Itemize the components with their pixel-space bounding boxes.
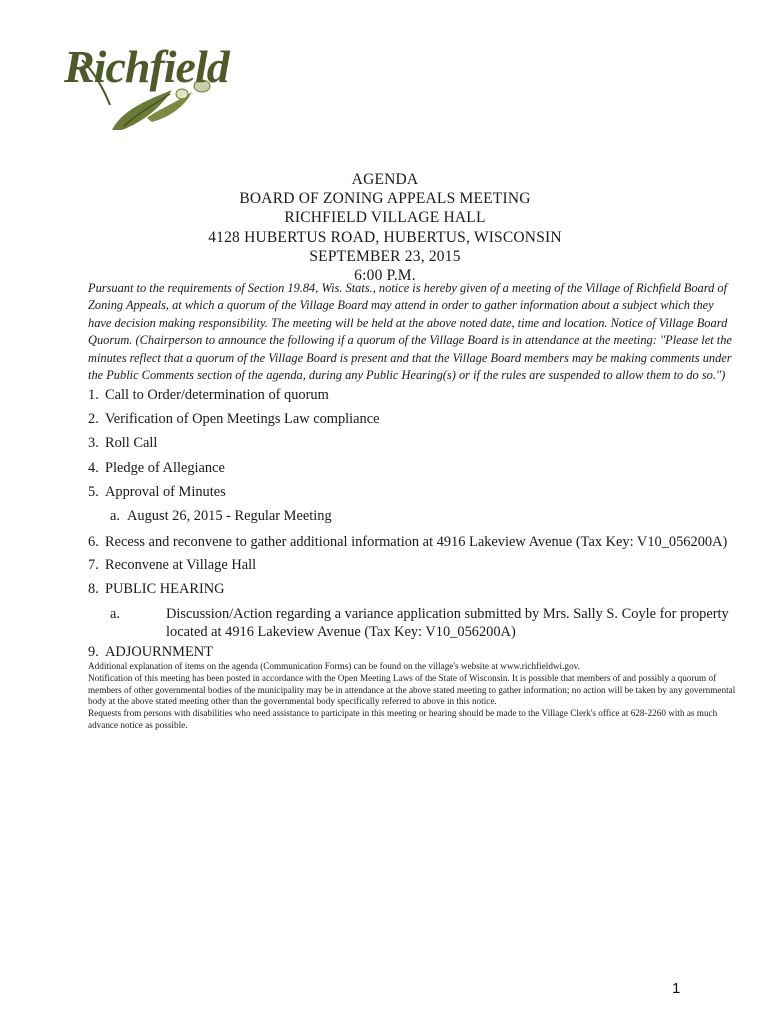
footer-note: Additional explanation of items on the agenda (Communication Forms) can be found on the village's website at www.richfieldwi.gov. xyxy=(88,661,580,671)
agenda-heading xyxy=(0,170,770,285)
agenda-item: Approval of Minutes xyxy=(105,484,226,500)
item-number: 9. xyxy=(88,644,99,660)
footer-note: Notification of this meeting has been posted in accordance with the Open Meeting Laws of the State of Wisconsin. It is possible that members of and possibly a quorum of members of other governmental bodies of the municipality may be in attendance at the above stated meeting to gather information; no action will be taken by any governmental body at the above stated meeting other than the governmental body specifically referred to above in this notice. xyxy=(88,672,736,707)
item-number: 7. xyxy=(88,557,99,573)
heading-line: BOARD OF ZONING APPEALS MEETING xyxy=(239,190,531,208)
agenda-item: Roll Call xyxy=(105,435,158,451)
page-number: 1 xyxy=(672,980,681,997)
agenda-item: PUBLIC HEARING xyxy=(105,581,225,597)
item-number: 3. xyxy=(88,435,99,451)
item-number: 6. xyxy=(88,534,99,550)
item-number: 2. xyxy=(88,411,99,427)
agenda-sub-item: located at 4916 Lakeview Avenue (Tax Key: V10_056200A) xyxy=(166,624,516,640)
heading-line: AGENDA xyxy=(351,171,419,188)
sub-item-letter: a. xyxy=(110,508,120,524)
item-number: 5. xyxy=(88,484,99,500)
meeting-notice: Pursuant to the requirements of Section 19.84, Wis. Stats., notice is hereby given of a meeting of the Village of Richfield Board of Zoning Appeals, at which a quorum of the Village Board may attend in order to gather information about a subject which they have decision making responsibility. The meeting will be held at the above noted date, time and location. Notice of Village Board Quorum. (Chairperson to announce the following if a quorum of the Village Board is in attendance at the meeting: "Please let the minutes reflect that a quorum of the Village Board is present and that the Village Board members may be making comments under the Public Comments section of the agenda, during any Public Hearing(s) or if the rules are suspended to allow them to do so.") xyxy=(88,281,732,383)
heading-line: 4128 HUBERTUS ROAD, HUBERTUS, WISCONSIN xyxy=(208,228,562,246)
item-number: 4. xyxy=(88,460,99,476)
heading-line: RICHFIELD VILLAGE HALL xyxy=(284,209,486,227)
agenda-item: Verification of Open Meetings Law compliance xyxy=(105,411,380,427)
agenda-sub-item: Discussion/Action regarding a variance application submitted by Mrs. Sally S. Coyle for property xyxy=(166,606,729,622)
item-number: 8. xyxy=(88,581,99,597)
agenda-item: Pledge of Allegiance xyxy=(105,460,225,476)
heading-line: SEPTEMBER 23, 2015 xyxy=(309,247,461,265)
agenda-item: Reconvene at Village Hall xyxy=(105,557,257,573)
richfield-logo xyxy=(52,30,227,140)
agenda-sub-item: August 26, 2015 - Regular Meeting xyxy=(127,508,332,524)
sub-item-letter: a. xyxy=(110,606,120,622)
heading-line: 6:00 P.M. xyxy=(354,267,416,285)
footer-notes xyxy=(88,661,738,732)
agenda-item: Call to Order/determination of quorum xyxy=(105,387,329,403)
footer-note: Requests from persons with disabilities who need assistance to participate in this meeting or hearing should be made to the Village Clerk's office at 628-2260 with as much advance notice as possible. xyxy=(88,708,718,730)
agenda-item: ADJOURNMENT xyxy=(105,644,213,660)
logo-wordmark: Richfield xyxy=(64,41,229,92)
agenda-item: Recess and reconvene to gather additional information at 4916 Lakeview Avenue (Tax Key: V10_056200A) xyxy=(105,534,728,550)
item-number: 1. xyxy=(88,387,99,403)
